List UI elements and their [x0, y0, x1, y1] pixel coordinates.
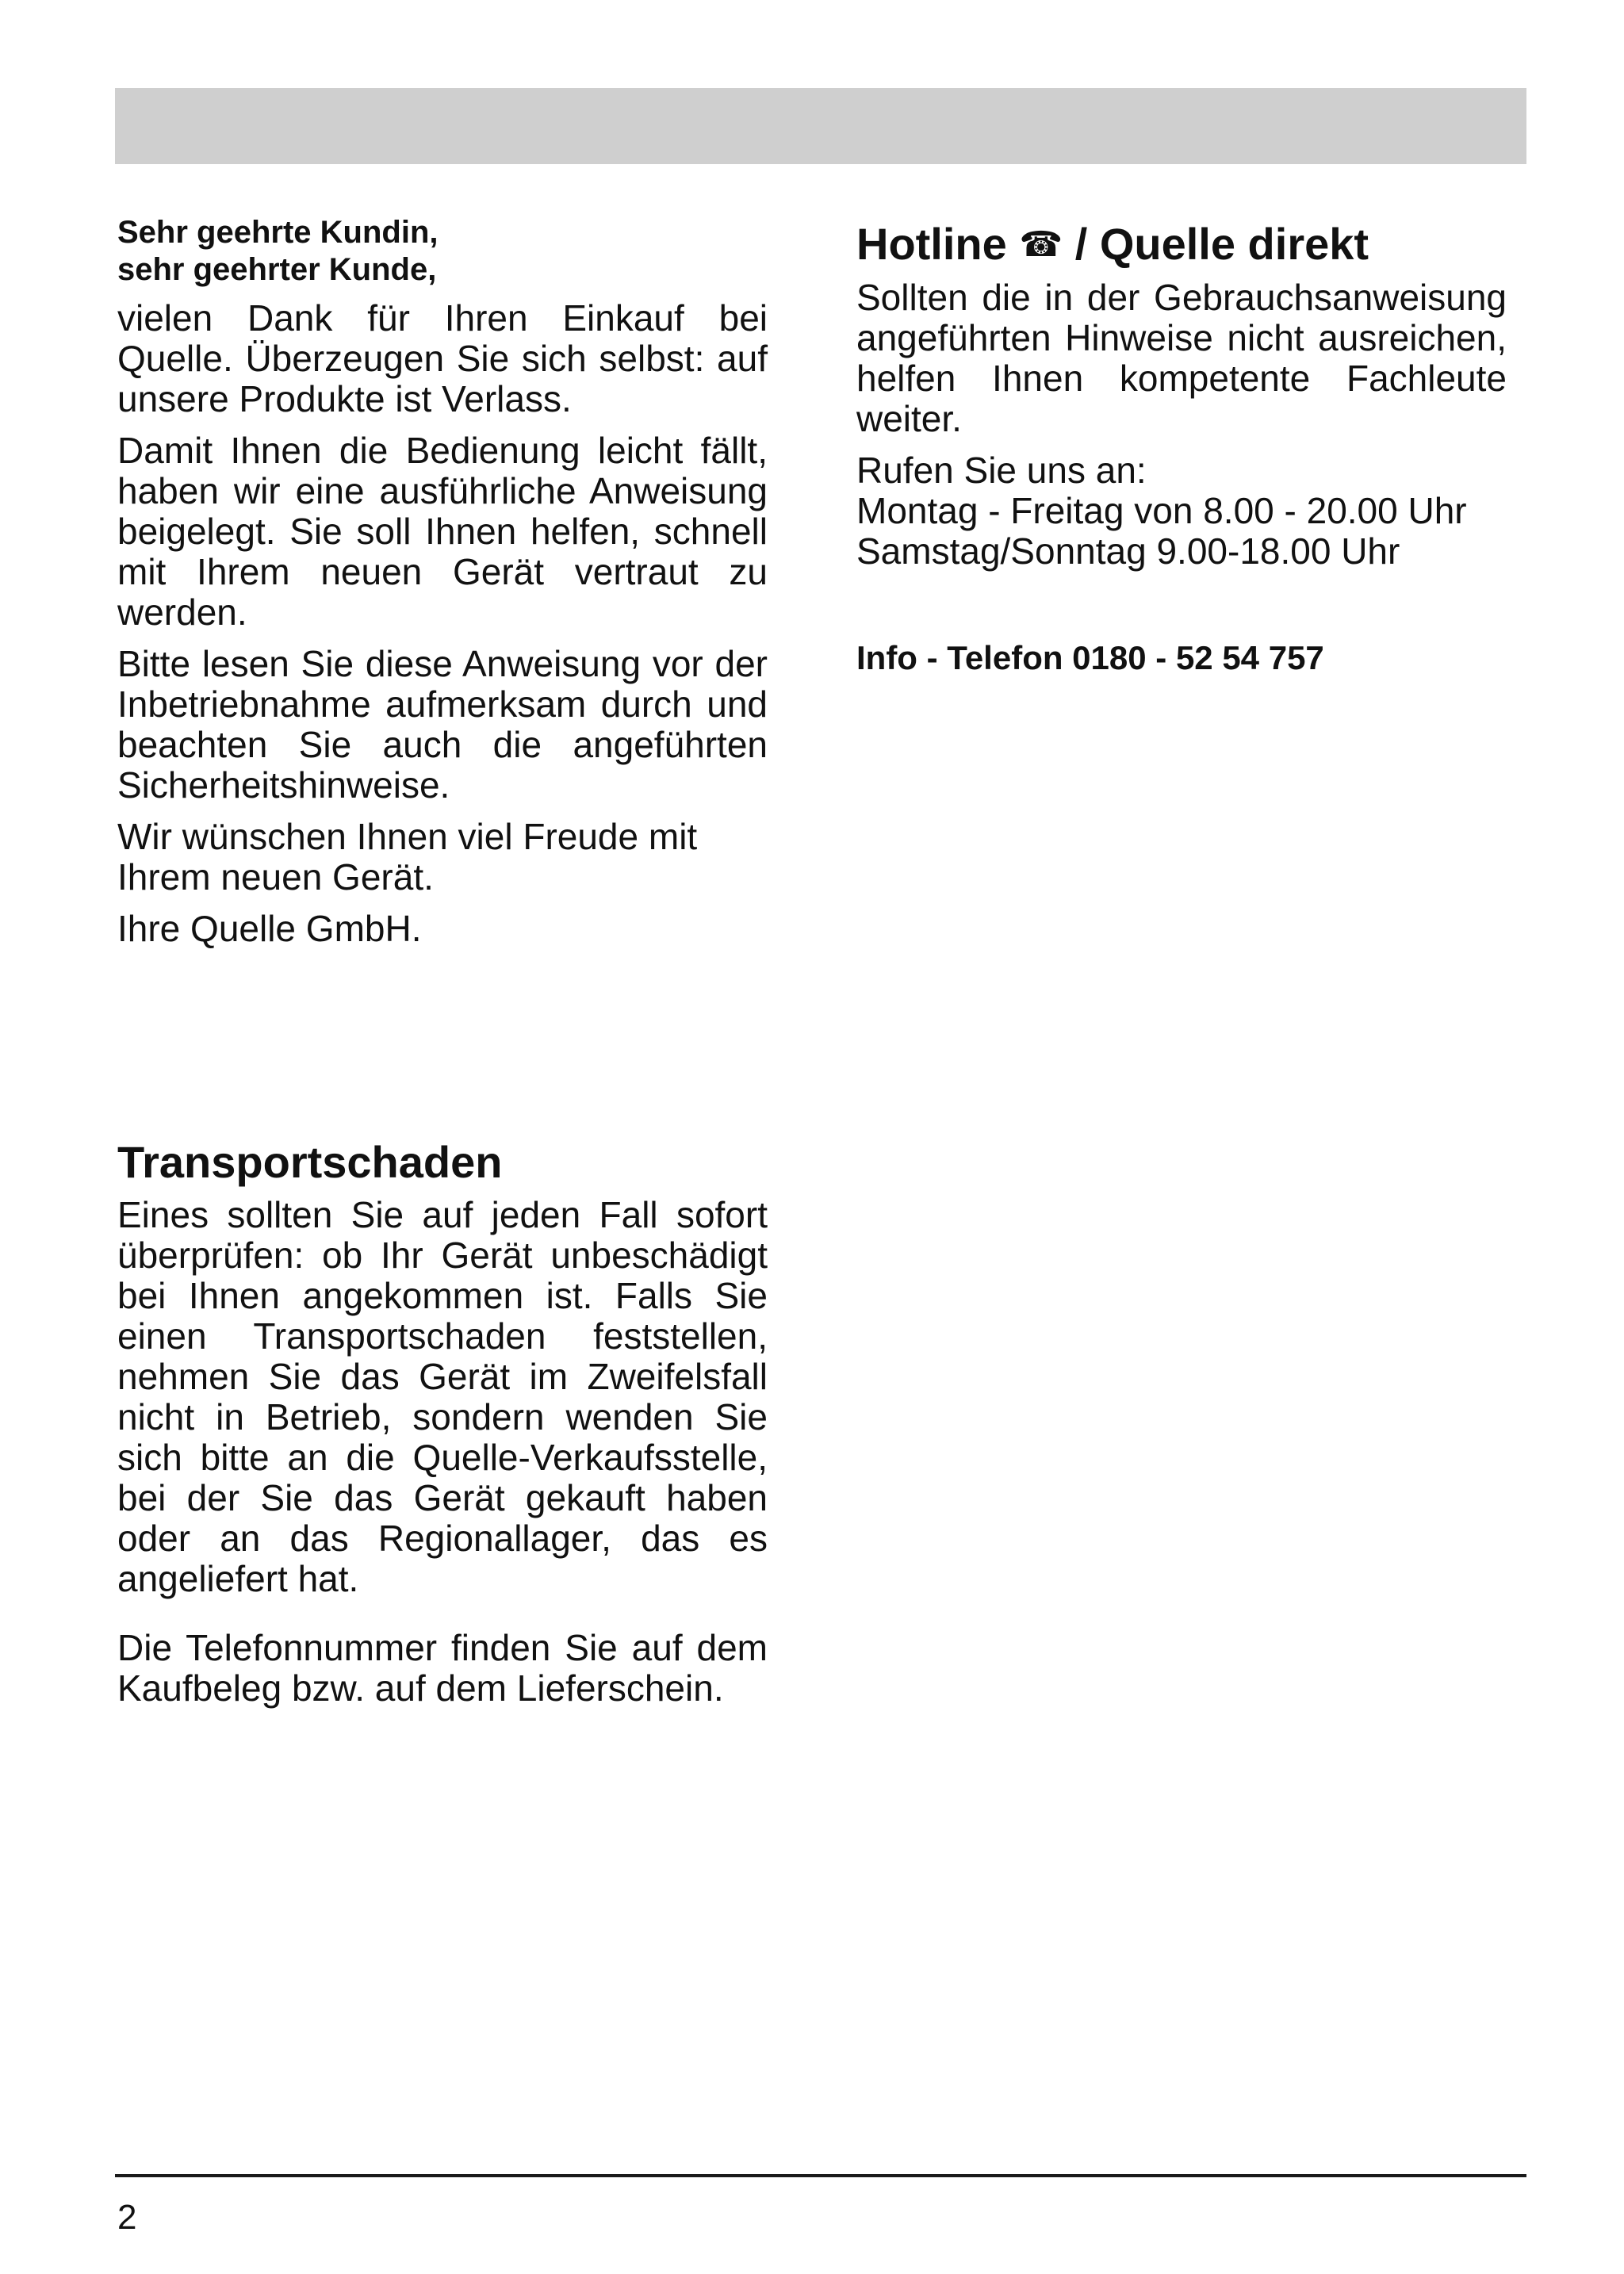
hours-weekday: Montag - Freitag von 8.00 - 20.00 Uhr — [856, 490, 1467, 531]
transport-paragraph-2: Die Telefonnummer finden Sie auf dem Kaufbeleg bzw. auf dem Lieferschein. — [117, 1627, 768, 1709]
salutation-line-2: sehr geehrter Kunde, — [117, 252, 437, 287]
footer-rule — [115, 2174, 1526, 2177]
header-bar — [115, 88, 1526, 164]
call-us-label: Rufen Sie uns an: — [856, 450, 1147, 491]
hotline-heading-prefix: Hotline — [856, 219, 1007, 269]
hours-weekend: Samstag/Sonntag 9.00-18.00 Uhr — [856, 530, 1400, 572]
transport-paragraph-1: Eines sollten Sie auf jeden Fall sofort überprüfen: ob Ihr Gerät unbeschädigt bei Ihnen angekommen ist. Falls Sie einen Transportschaden feststellen, nehmen Sie das Gerät im Zweifelsfall nicht in Betrieb, sondern wenden Sie sich bitte an die Quelle-Verkaufsstelle, bei der Sie das Gerät gekauft haben oder an das Regionallager, das es angeliefert hat. — [117, 1194, 768, 1599]
info-phone: Info - Telefon 0180 - 52 54 757 — [856, 639, 1324, 676]
welcome-column — [117, 214, 768, 949]
hotline-column — [856, 218, 1507, 678]
hotline-heading-suffix: / Quelle direkt — [1074, 219, 1369, 269]
phone-icon: ☎ — [1019, 224, 1063, 265]
salutation-line-1: Sehr geehrte Kundin, — [117, 215, 439, 250]
intro-paragraph-2: Damit Ihnen die Bedienung leicht fällt, haben wir eine ausführliche Anweisung beigelegt. Sie soll Ihnen helfen, schnell mit Ihrem neuen Gerät vertraut zu werden. — [117, 430, 768, 633]
intro-paragraph-4: Wir wünschen Ihnen viel Freude mit Ihrem neuen Gerät. — [117, 816, 698, 898]
intro-paragraph-1: vielen Dank für Ihren Einkauf bei Quelle. Überzeugen Sie sich selbst: auf unsere Produkte ist Verlass. — [117, 297, 768, 419]
transport-section — [117, 1136, 768, 1709]
transport-heading: Transportschaden — [117, 1137, 503, 1187]
signature: Ihre Quelle GmbH. — [117, 908, 422, 949]
intro-paragraph-3: Bitte lesen Sie diese Anweisung vor der Inbetriebnahme aufmerksam durch und beachten Sie auch die angeführten Sicherheitshinweise. — [117, 643, 768, 806]
hotline-hours — [856, 450, 1507, 572]
salutation — [117, 214, 768, 289]
page-number: 2 — [117, 2198, 137, 2237]
hotline-heading — [856, 218, 1507, 271]
hotline-paragraph: Sollten die in der Gebrauchsanweisung angeführten Hinweise nicht ausreichen, helfen Ihnen kompetente Fachleute weiter. — [856, 277, 1507, 439]
